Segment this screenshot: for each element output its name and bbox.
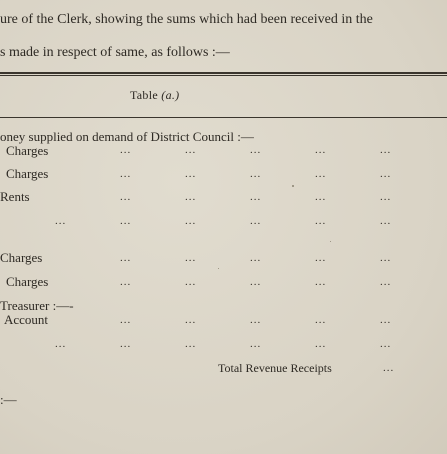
row9-leader-2: ... — [185, 338, 197, 350]
row8-leader-3: ... — [250, 314, 262, 326]
table-top-rule — [0, 72, 447, 74]
table-caption — [130, 88, 179, 103]
paper-speck — [292, 185, 294, 187]
row6-leader-2: ... — [185, 276, 197, 288]
row2-leader-1: ... — [120, 168, 132, 180]
row1-leader-5: ... — [380, 144, 392, 156]
row3-leader-1: ... — [120, 191, 132, 203]
row4-leader-0: ... — [55, 215, 67, 227]
section2-heading: Treasurer :—- — [0, 298, 74, 313]
row-label-3: Rents — [0, 189, 30, 204]
row1-leader-1: ... — [120, 144, 132, 156]
table-caption-prefix: Table — [130, 88, 162, 102]
row2-leader-4: ... — [315, 168, 327, 180]
row6-leader-1: ... — [120, 276, 132, 288]
row6-leader-3: ... — [250, 276, 262, 288]
row9-leader-3: ... — [250, 338, 262, 350]
row3-leader-2: ... — [185, 191, 197, 203]
row8-leader-2: ... — [185, 314, 197, 326]
table-caption-ref: (a.) — [161, 88, 180, 102]
total-value: ... — [383, 362, 395, 374]
row5-leader-4: ... — [315, 252, 327, 264]
intro-line-2: s made in respect of same, as follows :— — [0, 45, 230, 60]
row5-leader-5: ... — [380, 252, 392, 264]
row-label-5: Charges — [0, 250, 43, 265]
row9-leader-0: ... — [55, 338, 67, 350]
row5-leader-2: ... — [185, 252, 197, 264]
total-label: Total Revenue Receipts — [218, 361, 332, 375]
row4-leader-5: ... — [380, 215, 392, 227]
row-label-1: Charges — [6, 143, 49, 158]
row5-leader-3: ... — [250, 252, 262, 264]
table-header-rule — [0, 117, 447, 118]
row2-leader-3: ... — [250, 168, 262, 180]
total-revenue-receipts — [218, 361, 332, 376]
row8-leader-4: ... — [315, 314, 327, 326]
table-top-rule-thin — [0, 75, 447, 76]
row1-leader-4: ... — [315, 144, 327, 156]
row6-leader-5: ... — [380, 276, 392, 288]
row9-leader-4: ... — [315, 338, 327, 350]
row-label-6: Charges — [6, 274, 49, 289]
row3-leader-4: ... — [315, 191, 327, 203]
row2-leader-2: ... — [185, 168, 197, 180]
footer-fragment: :— — [0, 392, 17, 407]
paper-speck — [330, 241, 331, 242]
intro-line-1: ure of the Clerk, showing the sums which had been received in the — [0, 12, 373, 27]
row8-leader-5: ... — [380, 314, 392, 326]
row9-leader-5: ... — [380, 338, 392, 350]
row4-leader-2: ... — [185, 215, 197, 227]
section1-heading: oney supplied on demand of District Council :— — [0, 129, 254, 144]
paper-speck — [218, 268, 219, 269]
row4-leader-4: ... — [315, 215, 327, 227]
row1-leader-3: ... — [250, 144, 262, 156]
row-label-2: Charges — [6, 166, 49, 181]
row6-leader-4: ... — [315, 276, 327, 288]
row9-leader-1: ... — [120, 338, 132, 350]
row5-leader-1: ... — [120, 252, 132, 264]
row-label-8: Account — [4, 312, 49, 327]
row8-leader-1: ... — [120, 314, 132, 326]
row1-leader-2: ... — [185, 144, 197, 156]
row4-leader-1: ... — [120, 215, 132, 227]
row3-leader-5: ... — [380, 191, 392, 203]
row4-leader-3: ... — [250, 215, 262, 227]
row2-leader-5: ... — [380, 168, 392, 180]
row3-leader-3: ... — [250, 191, 262, 203]
